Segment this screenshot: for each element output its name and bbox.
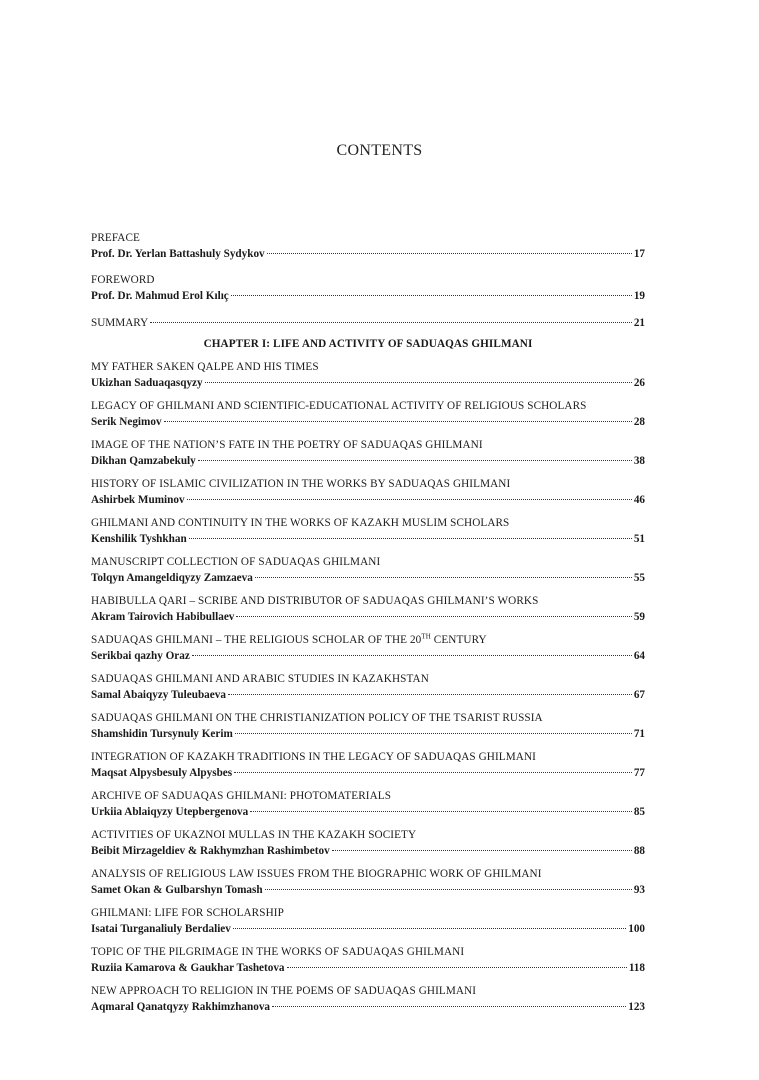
- entry-author: Kenshilik Tyshkhan: [91, 533, 187, 545]
- entry-page: 100: [628, 923, 645, 935]
- entry-page: 51: [633, 533, 645, 545]
- entry-line: [91, 726, 645, 742]
- dot-leader: [233, 928, 626, 929]
- entry-title: NEW APPROACH TO RELIGION IN THE POEMS OF SADUAQAS GHILMANI: [91, 985, 477, 997]
- entry-page: 28: [633, 416, 645, 428]
- dot-leader: [231, 295, 632, 296]
- entry-page: 21: [633, 317, 645, 329]
- entry-line: [91, 414, 645, 430]
- entry-line: [91, 648, 645, 664]
- toc-entry[interactable]: [91, 477, 645, 508]
- entry-author: Isatai Turganaliuly Berdaliev: [91, 923, 231, 935]
- entry-title: HISTORY OF ISLAMIC CIVILIZATION IN THE WORKS BY SADUAQAS GHILMANI: [91, 478, 511, 490]
- toc-entry[interactable]: [91, 867, 645, 898]
- toc-entry[interactable]: [91, 399, 645, 430]
- dot-leader: [234, 772, 632, 773]
- entry-title: SADUAQAS GHILMANI AND ARABIC STUDIES IN KAZAKHSTAN: [91, 673, 429, 685]
- toc-entry[interactable]: [91, 789, 645, 820]
- entry-author: Shamshidin Tursynuly Kerim: [91, 728, 233, 740]
- table-of-contents: [91, 231, 645, 1023]
- toc-entry[interactable]: [91, 711, 645, 742]
- toc-entry[interactable]: [91, 945, 645, 976]
- entry-line: [91, 315, 645, 331]
- entry-page: 19: [633, 290, 645, 302]
- entry-title: SADUAQAS GHILMANI ON THE CHRISTIANIZATION POLICY OF THE TSARIST RUSSIA: [91, 712, 543, 724]
- entry-line: [91, 531, 645, 547]
- toc-entry[interactable]: [91, 672, 645, 703]
- entry-line: [91, 960, 645, 976]
- dot-leader: [164, 421, 632, 422]
- toc-entry[interactable]: [91, 594, 645, 625]
- dot-leader: [187, 499, 632, 500]
- entry-page: 85: [633, 806, 645, 818]
- entry-line: [91, 288, 645, 304]
- toc-entry-summary[interactable]: [91, 315, 645, 331]
- entry-page: 55: [633, 572, 645, 584]
- toc-entry-preface[interactable]: [91, 231, 645, 262]
- entry-author: Serikbai qazhy Oraz: [91, 650, 190, 662]
- toc-entry[interactable]: [91, 438, 645, 469]
- entry-title: HABIBULLA QARI – SCRIBE AND DISTRIBUTOR OF SADUAQAS GHILMANI’S WORKS: [91, 595, 539, 607]
- toc-entry[interactable]: [91, 906, 645, 937]
- entry-line: [91, 765, 645, 781]
- entry-page: 59: [633, 611, 645, 623]
- entry-title: ACTIVITIES OF UKAZNOI MULLAS IN THE KAZAKH SOCIETY: [91, 829, 417, 841]
- toc-entry[interactable]: [91, 516, 645, 547]
- entry-title: SUMMARY: [91, 317, 149, 329]
- entry-author: Samal Abaiqyzy Tuleubaeva: [91, 689, 226, 701]
- entry-title: TOPIC OF THE PILGRIMAGE IN THE WORKS OF SADUAQAS GHILMANI: [91, 946, 465, 958]
- dot-leader: [255, 577, 632, 578]
- entry-title: MANUSCRIPT COLLECTION OF SADUAQAS GHILMANI: [91, 556, 381, 568]
- chapter-entries: [91, 360, 645, 1015]
- dot-leader: [332, 850, 632, 851]
- entry-page: 77: [633, 767, 645, 779]
- entry-title: IMAGE OF THE NATION’S FATE IN THE POETRY OF SADUAQAS GHILMANI: [91, 439, 483, 451]
- entry-line: [91, 999, 645, 1015]
- toc-entry[interactable]: [91, 828, 645, 859]
- entry-page: 64: [633, 650, 645, 662]
- dot-leader: [228, 694, 632, 695]
- dot-leader: [250, 811, 632, 812]
- entry-page: 26: [633, 377, 645, 389]
- dot-leader: [198, 460, 632, 461]
- entry-line: [91, 453, 645, 469]
- entry-line: [91, 921, 645, 937]
- entry-line: [91, 492, 645, 508]
- entry-page: 93: [633, 884, 645, 896]
- entry-page: 17: [633, 248, 645, 260]
- entry-author: Dikhan Qamzabekuly: [91, 455, 196, 467]
- dot-leader: [267, 253, 632, 254]
- entry-title: GHILMANI: LIFE FOR SCHOLARSHIP: [91, 907, 284, 919]
- entry-author: Ashirbek Muminov: [91, 494, 185, 506]
- entry-line: [91, 882, 645, 898]
- entry-line: [91, 687, 645, 703]
- entry-author: Urkiia Ablaiqyzy Utepbergenova: [91, 806, 249, 818]
- entry-title: LEGACY OF GHILMANI AND SCIENTIFIC-EDUCATIONAL ACTIVITY OF RELIGIOUS SCHOLARS: [91, 400, 587, 412]
- toc-entry[interactable]: [91, 633, 645, 664]
- entry-title: FOREWORD: [91, 274, 155, 286]
- dot-leader: [235, 733, 632, 734]
- entry-page: 123: [628, 1001, 645, 1013]
- entry-page: 67: [633, 689, 645, 701]
- page-title: CONTENTS: [336, 142, 423, 159]
- entry-author: Akram Tairovich Habibullaev: [91, 611, 235, 623]
- entry-title-superscript: TH: [421, 632, 431, 641]
- entry-title: ARCHIVE OF SADUAQAS GHILMANI: PHOTOMATERIALS: [91, 790, 392, 802]
- toc-entry-foreword[interactable]: [91, 273, 645, 304]
- entry-author: Serik Negimov: [91, 416, 162, 428]
- entry-author: Prof. Dr. Mahmud Erol Kılıç: [91, 290, 229, 302]
- toc-entry[interactable]: [91, 750, 645, 781]
- dot-leader: [189, 538, 632, 539]
- entry-author: Aqmaral Qanatqyzy Rakhimzhanova: [91, 1001, 271, 1013]
- entry-title: INTEGRATION OF KAZAKH TRADITIONS IN THE LEGACY OF SADUAQAS GHILMANI: [91, 751, 536, 763]
- dot-leader: [272, 1006, 626, 1007]
- entry-page: 118: [628, 962, 645, 974]
- entry-line: [91, 570, 645, 586]
- entry-author: Samet Okan & Gulbarshyn Tomash: [91, 884, 263, 896]
- dot-leader: [265, 889, 632, 890]
- entry-author: Ruziia Kamarova & Gaukhar Tashetova: [91, 962, 285, 974]
- entry-page: 88: [633, 845, 645, 857]
- entry-title-text: CENTURY: [430, 634, 487, 646]
- toc-entry[interactable]: [91, 555, 645, 586]
- dot-leader: [150, 322, 632, 323]
- entry-line: [91, 804, 645, 820]
- chapter-heading: CHAPTER I: LIFE AND ACTIVITY OF SADUAQAS GHILMANI: [203, 338, 533, 350]
- entry-title: GHILMANI AND CONTINUITY IN THE WORKS OF KAZAKH MUSLIM SCHOLARS: [91, 517, 510, 529]
- toc-entry[interactable]: [91, 984, 645, 1015]
- toc-entry[interactable]: [91, 360, 645, 391]
- entry-title: PREFACE: [91, 232, 140, 244]
- entry-author: Tolqyn Amangeldiqyzy Zamzaeva: [91, 572, 253, 584]
- entry-title: ANALYSIS OF RELIGIOUS LAW ISSUES FROM THE BIOGRAPHIC WORK OF GHILMANI: [91, 868, 542, 880]
- entry-author: Maqsat Alpysbesuly Alpysbes: [91, 767, 233, 779]
- entry-page: 38: [633, 455, 645, 467]
- entry-author: Prof. Dr. Yerlan Battashuly Sydykov: [91, 248, 265, 260]
- entry-line: [91, 609, 645, 625]
- entry-author: Beibit Mirzageldiev & Rakhymzhan Rashimbetov: [91, 845, 330, 857]
- dot-leader: [236, 616, 631, 617]
- entry-page: 46: [633, 494, 645, 506]
- entry-title: [91, 633, 645, 648]
- entry-title-text: SADUAQAS GHILMANI – THE RELIGIOUS SCHOLAR OF THE 20: [91, 634, 422, 646]
- entry-page: 71: [633, 728, 645, 740]
- entry-line: [91, 843, 645, 859]
- entry-line: [91, 375, 645, 391]
- entry-title: MY FATHER SAKEN QALPE AND HIS TIMES: [91, 361, 319, 373]
- dot-leader: [287, 967, 627, 968]
- entry-author: Ukizhan Saduaqasqyzy: [91, 377, 203, 389]
- entry-line: [91, 246, 645, 262]
- dot-leader: [205, 382, 632, 383]
- dot-leader: [192, 655, 632, 656]
